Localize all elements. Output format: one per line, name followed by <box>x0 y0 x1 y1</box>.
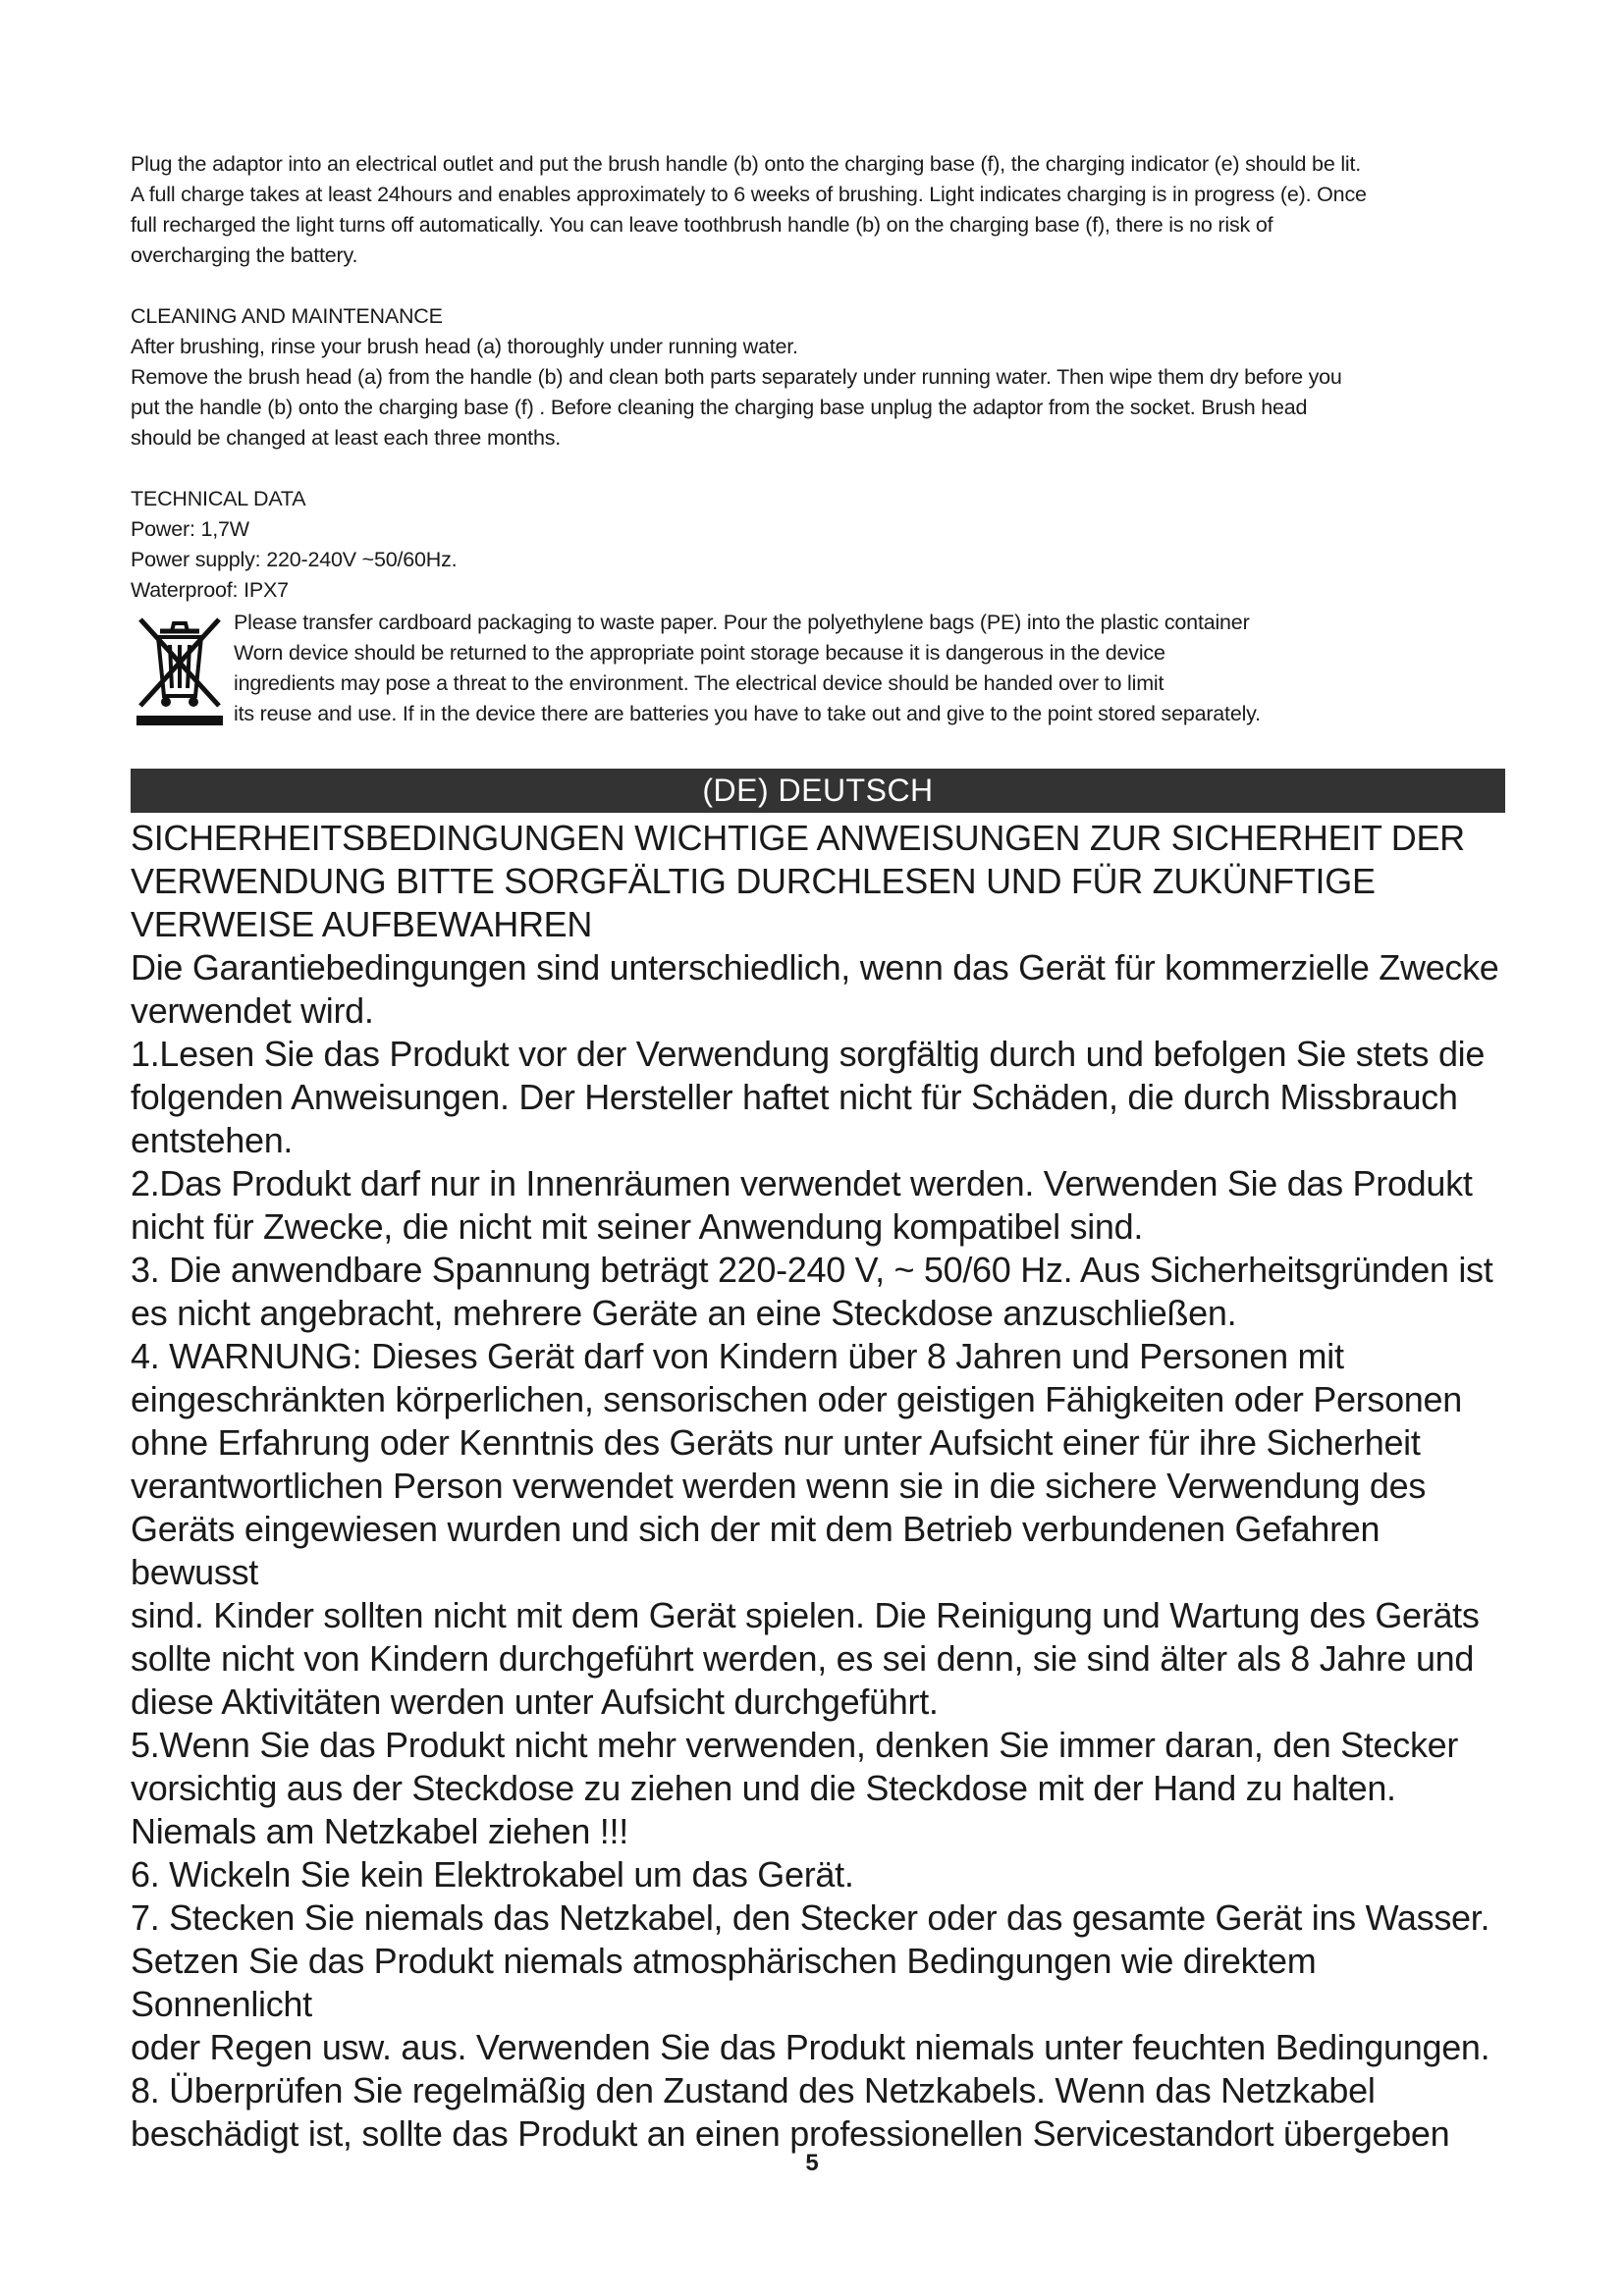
disposal-text <box>234 608 1261 729</box>
german-line: 3. Die anwendbare Spannung beträgt 220-240 V, ~ 50/60 Hz. Aus Sicherheitsgründen ist <box>131 1250 1493 1290</box>
cleaning-line: should be changed at least each three months. <box>131 426 562 450</box>
technical-heading: TECHNICAL DATA <box>131 487 306 510</box>
disposal-line: Worn device should be returned to the appropriate point storage because it is dangerous in the device <box>234 641 1165 665</box>
german-line: Die Garantiebedingungen sind unterschiedlich, wenn das Gerät für kommerzielle Zwecke <box>131 947 1499 988</box>
german-line: Setzen Sie das Produkt niemals atmosphärischen Bedingungen wie direktem Sonnenlicht <box>131 1941 1317 2024</box>
crossed-bin-icon <box>131 610 229 727</box>
german-section <box>131 817 1505 2156</box>
manual-page <box>131 149 1505 2156</box>
disposal-line: its reuse and use. If in the device there are batteries you have to take out and give to the point stored separately. <box>234 702 1261 725</box>
german-line: sollte nicht von Kindern durchgeführt werden, es sei denn, sie sind älter als 8 Jahre und <box>131 1638 1475 1679</box>
german-line: folgenden Anweisungen. Der Hersteller haftet nicht für Schäden, die durch Missbrauch <box>131 1077 1458 1117</box>
cleaning-line: put the handle (b) onto the charging base (f) . Before cleaning the charging base unplug the adaptor from the socket. Brush head <box>131 396 1308 419</box>
german-line: Geräts eingewiesen wurden und sich der mit dem Betrieb verbundenen Gefahren bewusst <box>131 1509 1380 1592</box>
german-line: 7. Stecken Sie niemals das Netzkabel, den Stecker oder das gesamte Gerät ins Wasser. <box>131 1897 1490 1938</box>
german-line: 5.Wenn Sie das Produkt nicht mehr verwenden, denken Sie immer daran, den Stecker <box>131 1725 1459 1765</box>
german-line: vorsichtig aus der Steckdose zu ziehen und die Steckdose mit der Hand zu halten. <box>131 1768 1396 1808</box>
german-line: 6. Wickeln Sie kein Elektrokabel um das Gerät. <box>131 1854 854 1895</box>
german-line: verwendet wird. <box>131 990 374 1031</box>
cleaning-section <box>131 301 1505 454</box>
charging-section <box>131 149 1505 271</box>
german-line: verantwortlichen Person verwendet werden wenn sie in die sichere Verwendung des <box>131 1466 1427 1506</box>
language-banner: (DE) DEUTSCH <box>131 769 1505 813</box>
page-number: 5 <box>805 2150 819 2176</box>
german-line: 4. WARNUNG: Dieses Gerät darf von Kindern über 8 Jahren und Personen mit <box>131 1336 1344 1376</box>
german-line: es nicht angebracht, mehrere Geräte an eine Steckdose anzuschließen. <box>131 1293 1237 1333</box>
technical-line: Waterproof: IPX7 <box>131 578 289 602</box>
charging-line: full recharged the light turns off automatically. You can leave toothbrush handle (b) on the charging base (f), there is no risk of <box>131 213 1273 237</box>
german-line: entstehen. <box>131 1120 294 1160</box>
german-line: VERWENDUNG BITTE SORGFÄLTIG DURCHLESEN UND FÜR ZUKÜNFTIGE <box>131 861 1376 901</box>
german-line: diese Aktivitäten werden unter Aufsicht durchgeführt. <box>131 1682 939 1722</box>
disposal-line: Please transfer cardboard packaging to waste paper. Pour the polyethylene bags (PE) into the plastic container <box>234 611 1250 634</box>
technical-line: Power supply: 220-240V ~50/60Hz. <box>131 548 458 571</box>
german-line: beschädigt ist, sollte das Produkt an einen professionellen Servicestandort übergeben <box>131 2113 1450 2154</box>
disposal-line: ingredients may pose a threat to the environment. The electrical device should be handed over to limit <box>234 671 1164 695</box>
german-line: sind. Kinder sollten nicht mit dem Gerät spielen. Die Reinigung und Wartung des Geräts <box>131 1595 1480 1635</box>
german-line: 1.Lesen Sie das Produkt vor der Verwendung sorgfältig durch und befolgen Sie stets die <box>131 1034 1486 1074</box>
german-line: ohne Erfahrung oder Kenntnis des Geräts nur unter Aufsicht einer für ihre Sicherheit <box>131 1422 1421 1463</box>
german-line: oder Regen usw. aus. Verwenden Sie das Produkt niemals unter feuchten Bedingungen. <box>131 2027 1490 2067</box>
technical-section <box>131 484 1505 606</box>
cleaning-line: After brushing, rinse your brush head (a) thoroughly under running water. <box>131 335 798 358</box>
charging-line: A full charge takes at least 24hours and enables approximately to 6 weeks of brushing. Light indicates charging is in progress (e). Once <box>131 183 1367 206</box>
german-line: SICHERHEITSBEDINGUNGEN WICHTIGE ANWEISUNGEN ZUR SICHERHEIT DER <box>131 818 1465 858</box>
charging-line: Plug the adaptor into an electrical outlet and put the brush handle (b) onto the charging base (f), the charging indicator (e) should be lit. <box>131 152 1362 176</box>
german-line: VERWEISE AUFBEWAHREN <box>131 904 593 944</box>
german-line: 8. Überprüfen Sie regelmäßig den Zustand des Netzkabels. Wenn das Netzkabel <box>131 2070 1376 2110</box>
cleaning-line: Remove the brush head (a) from the handle (b) and clean both parts separately under running water. Then wipe them dry before you <box>131 365 1342 389</box>
german-line: Niemals am Netzkabel ziehen !!! <box>131 1811 628 1851</box>
cleaning-heading: CLEANING AND MAINTENANCE <box>131 304 443 328</box>
german-line: eingeschränkten körperlichen, sensorischen oder geistigen Fähigkeiten oder Personen <box>131 1379 1462 1419</box>
german-line: 2.Das Produkt darf nur in Innenräumen verwendet werden. Verwenden Sie das Produkt <box>131 1163 1473 1203</box>
technical-line: Power: 1,7W <box>131 517 249 541</box>
german-line: nicht für Zwecke, die nicht mit seiner Anwendung kompatibel sind. <box>131 1206 1144 1247</box>
disposal-section <box>131 608 1505 729</box>
charging-line: overcharging the battery. <box>131 243 358 267</box>
